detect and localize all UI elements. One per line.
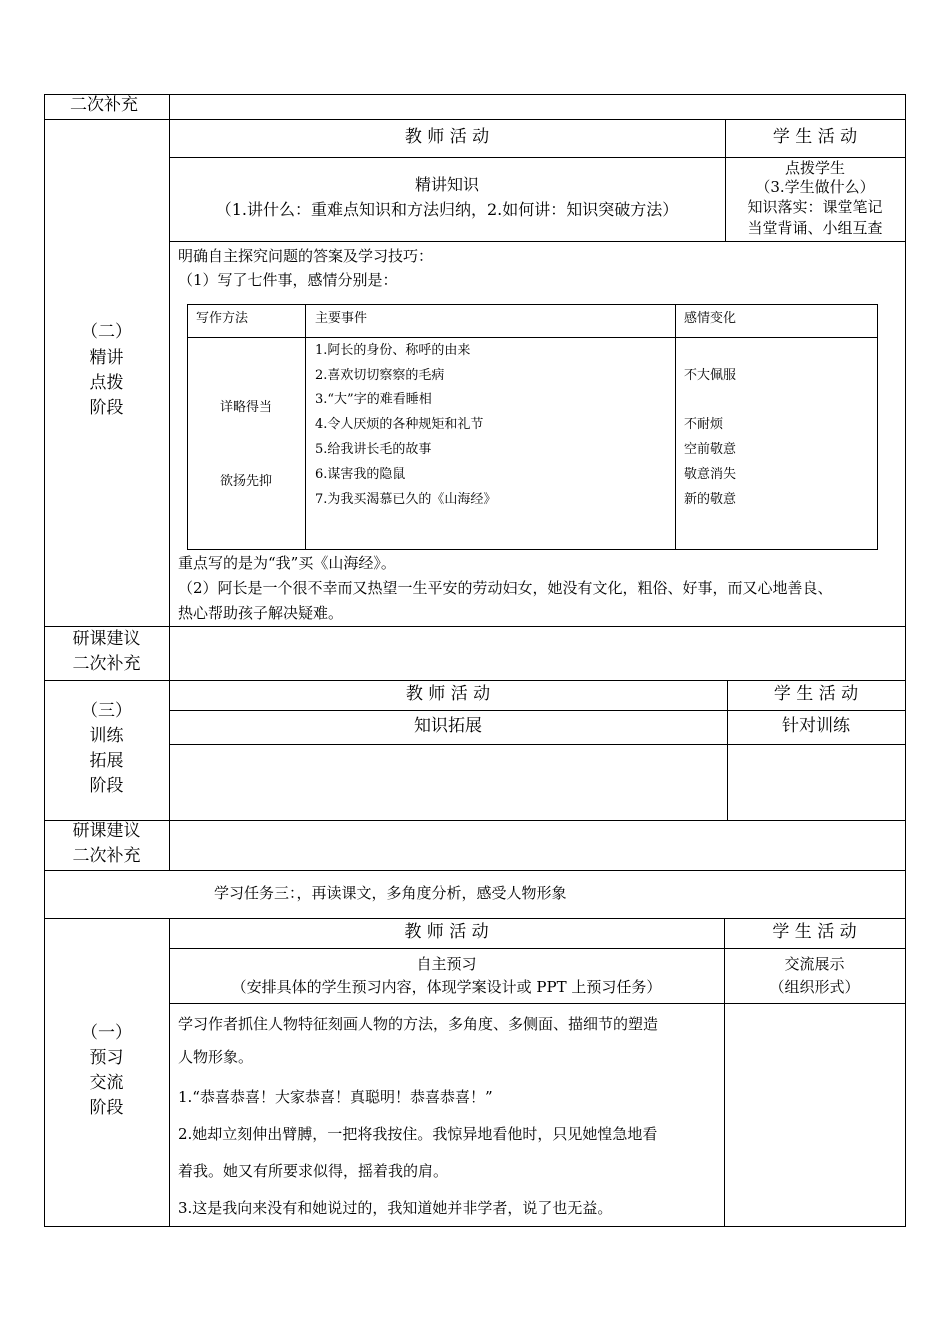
teacher-subheader-title: 自主预习 xyxy=(416,955,477,973)
student-subheader-line: 当堂背诵、小组互查 xyxy=(747,219,883,237)
events-table-border xyxy=(305,304,306,550)
student-subheader-line: （3.学生做什么） xyxy=(755,178,875,196)
second-supplement-label: 二次补充 xyxy=(70,95,138,115)
conclusion-line: 重点写的是为“我”买《山海经》。 xyxy=(178,554,396,572)
row-separator xyxy=(44,680,906,681)
student-subheader-desc: （组织形式） xyxy=(769,978,860,996)
writing-method: 欲扬先抑 xyxy=(219,474,272,489)
row-separator xyxy=(169,157,906,158)
stage-label-line: 阶段 xyxy=(89,776,124,796)
stage-label-line: 预习 xyxy=(89,1048,124,1068)
events-table-header-feeling: 感情变化 xyxy=(684,311,737,326)
suggestion-label: 研课建议 xyxy=(72,629,141,649)
events-table-border xyxy=(187,304,878,305)
student-activity-header: 学 生 活 动 xyxy=(772,127,858,147)
suggestion-label: 二次补充 xyxy=(72,654,141,674)
teacher-subheader-desc: （安排具体的学生预习内容，体现学案设计或 PPT 上预习任务） xyxy=(231,978,662,996)
teacher-activity-header: 教 师 活 动 xyxy=(404,922,489,942)
row-separator xyxy=(44,870,906,871)
feeling-item: 敬意消失 xyxy=(684,467,737,482)
row-separator xyxy=(44,626,906,627)
row-separator xyxy=(169,948,906,949)
student-activity-header: 学 生 活 动 xyxy=(773,684,859,704)
stage-label-line: 点拨 xyxy=(89,373,124,393)
suggestion-label: 研课建议 xyxy=(72,821,141,841)
row-separator xyxy=(44,820,906,821)
teacher-subheader-title: 精讲知识 xyxy=(414,175,479,194)
event-item: 1.阿长的身份、称呼的由来 xyxy=(315,343,471,358)
stage-label-line: （三） xyxy=(81,701,132,721)
content-line: 学习作者抓住人物特征刻画人物的方法，多角度、多侧面、描细节的塑造 xyxy=(178,1015,659,1033)
row-separator xyxy=(169,744,906,745)
events-table-header-event: 主要事件 xyxy=(315,311,368,326)
row-separator xyxy=(169,710,906,711)
task-three-title: 学习任务三：，再读课文，多角度分析，感受人物形象 xyxy=(214,884,567,902)
row-separator xyxy=(44,918,906,919)
stage-label-line: 拓展 xyxy=(89,751,124,771)
teacher-subheader-title: 知识拓展 xyxy=(414,716,482,736)
content-line: 着我。她又有所要求似得，摇着我的肩。 xyxy=(178,1162,449,1180)
student-subheader-title: 交流展示 xyxy=(784,955,845,973)
events-table-border xyxy=(187,304,188,550)
content-line: 3.这是我向来没有和她说过的，我知道她并非学者，说了也无益。 xyxy=(178,1199,613,1217)
event-item: 2.喜欢切切察察的毛病 xyxy=(315,368,445,383)
intro-line: 明确自主探究问题的答案及学习技巧： xyxy=(178,247,434,265)
event-item: 6.谋害我的隐鼠 xyxy=(315,467,406,482)
stage-label-line: （二） xyxy=(81,322,132,342)
row-separator xyxy=(169,1003,906,1004)
events-table-border xyxy=(187,549,878,550)
stage-label-line: 交流 xyxy=(89,1073,124,1093)
feeling-item: 不大佩服 xyxy=(684,368,737,383)
events-table-border xyxy=(877,304,878,550)
suggestion-label: 二次补充 xyxy=(72,846,141,866)
student-subheader-line: 知识落实：课堂笔记 xyxy=(747,198,883,216)
events-table-header-method: 写作方法 xyxy=(196,311,249,326)
row-separator xyxy=(169,241,906,242)
student-activity-header: 学 生 活 动 xyxy=(772,922,857,942)
writing-method: 详略得当 xyxy=(219,400,272,415)
stage-label-line: （一） xyxy=(81,1023,132,1043)
table-border-top xyxy=(44,94,906,95)
feeling-item: 不耐烦 xyxy=(684,417,724,432)
stage-label-line: 精讲 xyxy=(89,348,124,368)
event-item: 3.“大”字的难看睡相 xyxy=(315,392,432,407)
event-item: 5.给我讲长毛的故事 xyxy=(315,442,432,457)
stage-label-line: 训练 xyxy=(89,726,124,746)
table-border-bottom xyxy=(44,1226,906,1227)
teacher-activity-header: 教 师 活 动 xyxy=(405,684,491,704)
student-subheader-line: 点拨学生 xyxy=(784,159,845,177)
events-table-border xyxy=(675,304,676,550)
stage-label-line: 阶段 xyxy=(89,398,124,418)
teacher-subheader-desc: （1.讲什么：重难点知识和方法归纳，2.如何讲：知识突破方法） xyxy=(215,200,679,219)
feeling-item: 空前敬意 xyxy=(684,442,737,457)
content-line: 1.“恭喜恭喜！大家恭喜！真聪明！恭喜恭喜！” xyxy=(178,1088,493,1106)
events-table-border xyxy=(187,337,878,338)
student-subheader-title: 针对训练 xyxy=(782,716,850,736)
feeling-item: 新的敬意 xyxy=(684,492,737,507)
event-item: 4.令人厌烦的各种规矩和礼节 xyxy=(315,417,484,432)
content-line: 人物形象。 xyxy=(178,1048,254,1066)
stage-label-line: 阶段 xyxy=(89,1098,124,1118)
table-border-right xyxy=(905,94,906,1227)
event-item: 7.为我买渴慕已久的《山海经》 xyxy=(315,492,497,507)
teacher-activity-header: 教 师 活 动 xyxy=(404,127,490,147)
intro-line: （1）写了七件事，感情分别是： xyxy=(178,271,398,289)
conclusion-line: 热心帮助孩子解决疑难。 xyxy=(178,604,344,622)
row-separator xyxy=(44,119,906,120)
content-line: 2.她却立刻伸出臂膊，一把将我按住。我惊异地看他时，只见她惶急地看 xyxy=(178,1125,658,1143)
conclusion-line: （2）阿长是一个很不幸而又热望一生平安的劳动妇女，她没有文化，粗俗、好事，而又心地善良、 xyxy=(178,579,833,597)
